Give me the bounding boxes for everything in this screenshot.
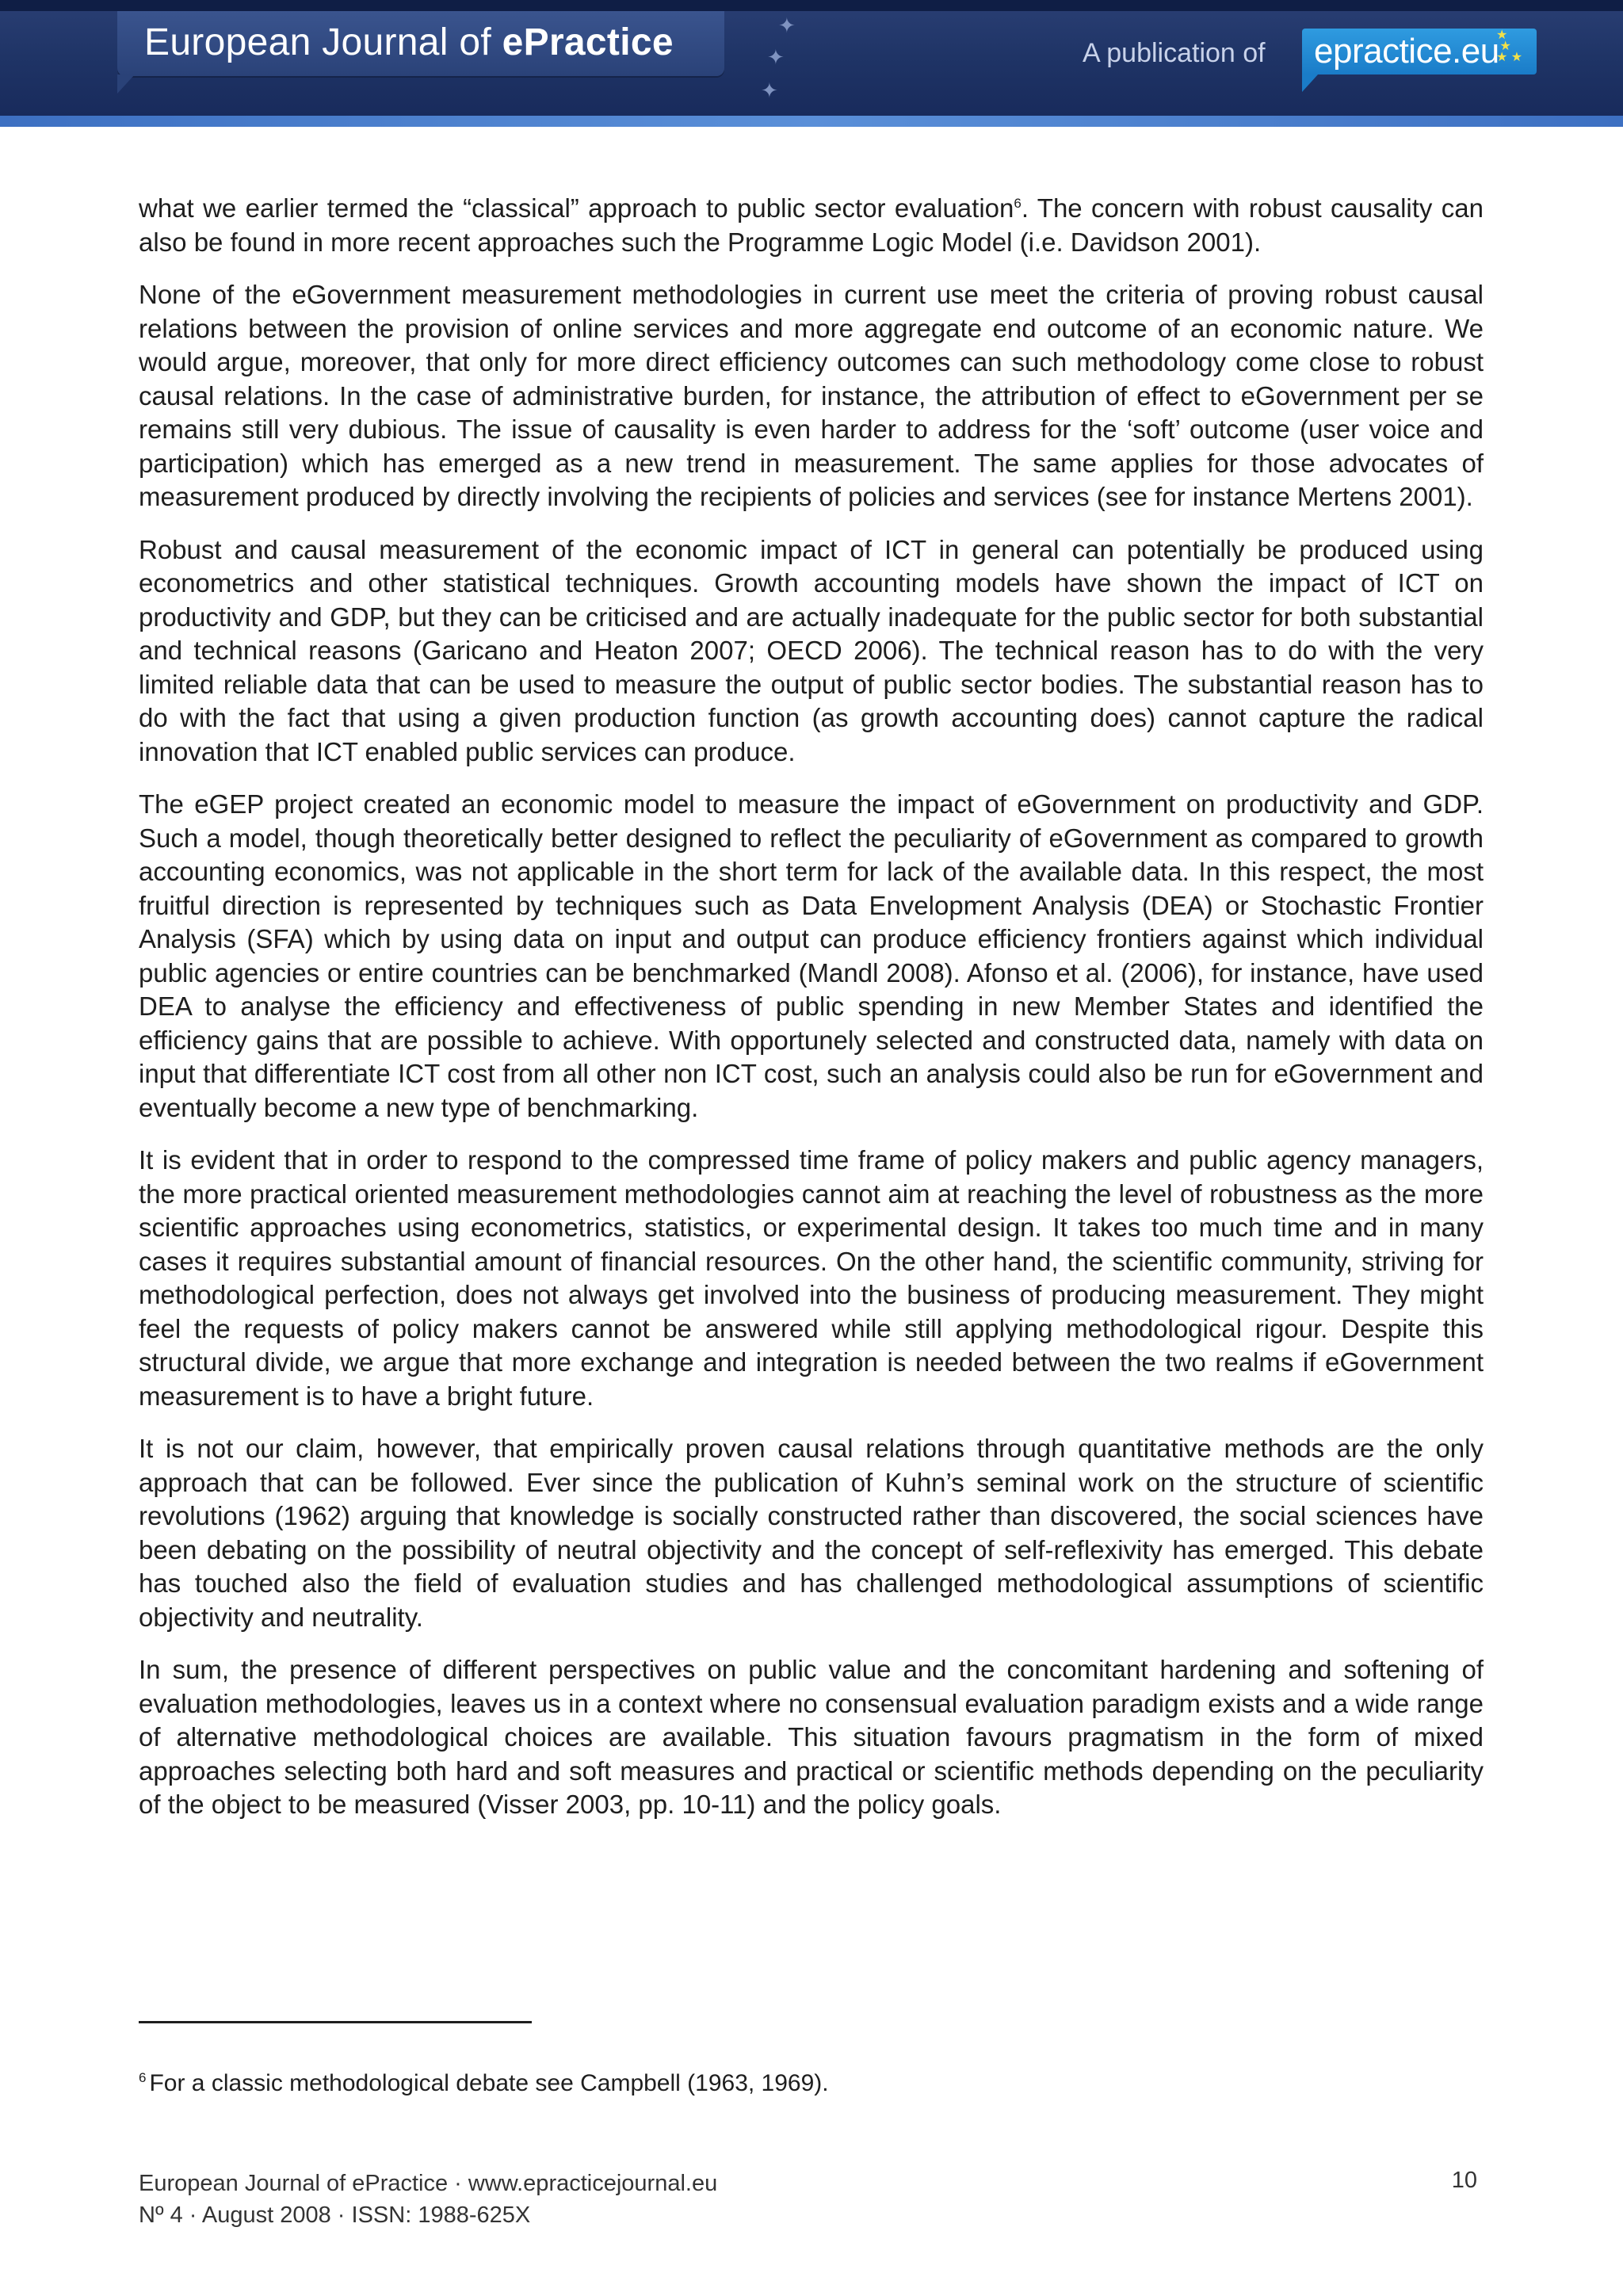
star-decoration-icon: ✦ ✦ ✦ xyxy=(761,13,796,102)
page-footer xyxy=(139,2168,717,2231)
footer-journal-line: European Journal of ePractice · www.epracticejournal.eu xyxy=(139,2171,718,2196)
journal-title-bold: ePractice xyxy=(502,21,674,63)
journal-banner xyxy=(0,0,1623,127)
eu-stars-icon: ★ ★ ★ ★ xyxy=(1496,29,1523,64)
journal-title-prefix: European Journal of xyxy=(144,21,502,63)
footnote-separator xyxy=(139,2021,532,2023)
footnote xyxy=(139,2070,829,2097)
paragraph-6: It is not our claim, however, that empirically proven causal relations through quantitative methods are the only approach that can be followed. Ever since the publication of Kuhn’s seminal work on the structure of scientific revolutions (1962) arguing that knowledge is socially constructed rather than discovered, the social sciences have been debating on the possibility of neutral objectivity and the concept of self-reflexivity has emerged. This debate has touched also the field of evaluation studies and has challenged methodological assumptions of scientific objectivity and neutrality. xyxy=(139,1434,1484,1632)
footnote-marker: 6 xyxy=(139,2070,147,2085)
banner-top-strip xyxy=(0,0,1623,11)
article-body xyxy=(139,192,1484,1841)
paragraph-2: None of the eGovernment measurement methodologies in current use meet the criteria of proving robust causal relations between the provision of online services and more aggregate end outcome of an economic nature. We would argue, moreover, that only for more direct efficiency outcomes can such methodology come close to robust causal relations. In the case of administrative burden, for instance, the attribution of effect to eGovernment per se remains still very dubious. The issue of causality is even harder to address for the ‘soft’ outcome (user voice and participation) which has emerged as a new trend in measurement. The same applies for those advocates of measurement produced by directly involving the recipients of policies and services (see for instance Mertens 2001). xyxy=(139,280,1484,511)
logo-tail xyxy=(1302,74,1318,92)
banner-accent-line xyxy=(0,116,1623,127)
paragraph-1 xyxy=(139,192,1484,259)
footnote-ref-6: 6 xyxy=(1014,196,1022,211)
paragraph-3: Robust and causal measurement of the economic impact of ICT in general can potentially be produced using econometrics and other statistical techniques. Growth accounting models have shown the impact of ICT on productivity and GDP, but they can be criticised and are actually inadequate for the public sector for both substantial and technical reasons (Garicano and Heaton 2007; OECD 2006). The technical reason has to do with the very limited reliable data that can be used to measure the output of public sector bodies. The substantial reason has to do with the fact that using a given production function (as growth accounting does) cannot capture the radical innovation that ICT enabled public services can produce. xyxy=(139,534,1484,766)
publication-of-label: A publication of xyxy=(1083,38,1266,68)
page-number: 10 xyxy=(1451,2168,1477,2193)
paragraph-7: In sum, the presence of different perspectives on public value and the concomitant hardening and softening of evaluation methodologies, leaves us in a context where no consensual evaluation paradigm exists and a wide range of alternative methodological choices are available. This situation favours pragmatism in the form of mixed approaches selecting both hard and soft measures and practical or scientific methods depending on the peculiarity of the object to be measured (Visser 2003, pp. 10-11) and the policy goals. xyxy=(139,1655,1484,1819)
footer-issue-line: Nº 4 · August 2008 · ISSN: 1988-625X xyxy=(139,2202,531,2228)
footnote-text: For a classic methodological debate see Campbell (1963, 1969). xyxy=(149,2070,829,2096)
epractice-logo-text: epractice.eu xyxy=(1314,32,1499,71)
title-tab-tail xyxy=(117,74,135,94)
paragraph-1-text-a: what we earlier termed the “classical” approach to public sector evaluation xyxy=(139,193,1014,223)
paragraph-4: The eGEP project created an economic model to measure the impact of eGovernment on productivity and GDP. Such a model, though theoretically better designed to reflect the peculiarity of eGovernment as compared to growth accounting economics, was not applicable in the short term for lack of the available data. In this respect, the most fruitful direction is represented by techniques such as Data Envelopment Analysis (DEA) or Stochastic Frontier Analysis (SFA) which by using data on input and output can produce efficiency frontiers against which individual public agencies or entire countries can be benchmarked (Mandl 2008). Afonso et al. (2006), for instance, have used DEA to analyse the efficiency and effectiveness of public spending in new Member States and identified the efficiency gains that are possible to achieve. With opportunely selected and constructed data, namely with data on input that differentiate ICT cost from all other non ICT cost, such an analysis could also be run for eGovernment and eventually become a new type of benchmarking. xyxy=(139,789,1484,1122)
paragraph-5: It is evident that in order to respond to the compressed time frame of policy makers and public agency managers, the more practical oriented measurement methodologies cannot aim at reaching the level of robustness as the more scientific approaches using econometrics, statistics, or experimental design. It takes too much time and in many cases it requires substantial amount of financial resources. On the other hand, the scientific community, striving for methodological perfection, does not always get involved into the business of producing measurement. They might feel the requests of policy makers cannot be answered while still applying methodological rigour. Despite this structural divide, we argue that more exchange and integration is needed between the two realms if eGovernment measurement is to have a bright future. xyxy=(139,1145,1484,1411)
journal-title xyxy=(144,21,674,64)
paragraph-1-text-b: . The concern with robust causality can also be found in more recent approaches such the Programme Logic Model (i.e. Davidson 2001). xyxy=(139,193,1484,257)
